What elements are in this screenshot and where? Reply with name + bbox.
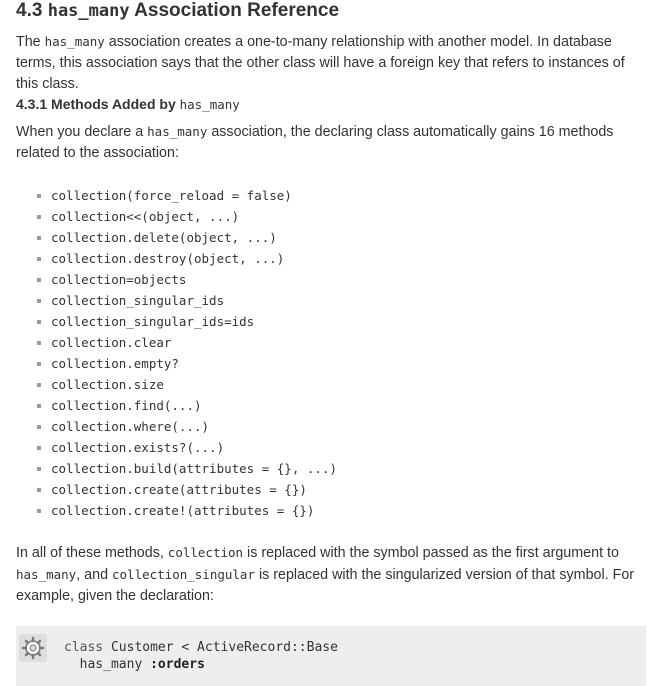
bullet-icon [37,215,41,219]
method-list-item [36,311,337,332]
bullet-icon [37,278,41,282]
bullet-icon [37,446,41,450]
replacement-text-1: In all of these methods, [16,545,168,561]
bullet-icon [37,383,41,387]
method-signature: collection_singular_ids [51,293,225,308]
bullet-icon [37,257,41,261]
gear-icon[interactable] [19,634,47,662]
declare-code-has-many: has_many [147,124,208,139]
bullet-icon [37,362,41,366]
bullet-icon [37,467,41,471]
section-heading-text-suffix: Association Reference [129,0,340,21]
section-heading-text: 4.3 [16,0,48,21]
replacement-code-has-many: has_many [16,567,77,582]
method-signature: collection=objects [51,272,187,287]
bullet-icon [37,425,41,429]
declare-text-1: When you declare a [16,124,148,140]
method-signature: collection.where(...) [51,419,210,434]
intro-text-2: association creates a one-to-many relationship with another model. In database terms, this association says that the other class will have a foreign key that refers to instances of this class. [16,34,625,92]
declare-text-2: association, the declaring class automatically gains 16 methods related to the association: [16,124,614,161]
method-signature: collection.exists?(...) [51,440,225,455]
bullet-icon [37,299,41,303]
subsection-heading [16,94,240,115]
bullet-icon [37,404,41,408]
method-list-item [36,500,337,521]
replacement-code-collection-singular: collection_singular [112,567,255,582]
code-keyword-class: class [64,640,104,655]
intro-paragraph [16,31,648,95]
bullet-icon [37,509,41,513]
method-list-item [36,290,337,311]
bullet-icon [37,236,41,240]
bullet-icon [37,341,41,345]
code-example-lines [64,639,338,673]
method-signature: collection.create!(attributes = {}) [51,503,315,518]
method-signature: collection.size [51,377,164,392]
bullet-icon [37,488,41,492]
method-list-item [36,416,337,437]
replacement-paragraph [16,542,648,607]
replacement-text-4: is replaced with the singularized version of that symbol. For example, given the declaration: [16,567,635,604]
replacement-text-2: is replaced with the symbol passed as the first argument to [243,545,619,561]
method-signature: collection.destroy(object, ...) [51,251,285,266]
method-signature: collection.delete(object, ...) [51,230,277,245]
method-list-item [36,332,337,353]
method-list-item [36,479,337,500]
replacement-text-3: , and [76,567,112,583]
method-list-item [36,248,337,269]
subsection-heading-text: 4.3.1 Methods Added by [16,96,180,112]
subsection-heading-code: has_many [179,97,240,112]
method-list-item [36,206,337,227]
code-line-1 [64,639,338,656]
code-method-has-many: has_many [79,657,143,672]
bullet-icon [37,320,41,324]
intro-text-1: The [16,34,45,50]
code-symbol-orders: :orders [150,657,205,672]
method-list-item [36,458,337,479]
method-list-item [36,353,337,374]
method-list-item [36,185,337,206]
method-signature: collection<<(object, ...) [51,209,240,224]
method-signature: collection.create(attributes = {}) [51,482,307,497]
method-list-item [36,269,337,290]
method-list-item [36,395,337,416]
method-signature: collection.clear [51,335,172,350]
method-list-item [36,374,337,395]
method-signature: collection(force_reload = false) [51,188,292,203]
method-signature: collection.build(attributes = {}, ...) [51,461,337,476]
code-line-2 [64,656,338,673]
code-class-declaration: Customer < ActiveRecord::Base [103,640,338,655]
method-signature: collection.empty? [51,356,179,371]
code-indent [64,657,80,672]
method-list-item [36,227,337,248]
bullet-icon [37,194,41,198]
section-heading [16,0,339,22]
code-example-box [16,626,646,686]
method-signature: collection_singular_ids=ids [51,314,255,329]
declare-paragraph [16,121,648,164]
method-signature: collection.find(...) [51,398,202,413]
methods-list [16,185,337,521]
method-list-item [36,437,337,458]
replacement-code-collection: collection [167,545,244,560]
intro-code-has-many: has_many [44,34,105,49]
section-heading-code: has_many [47,1,130,21]
